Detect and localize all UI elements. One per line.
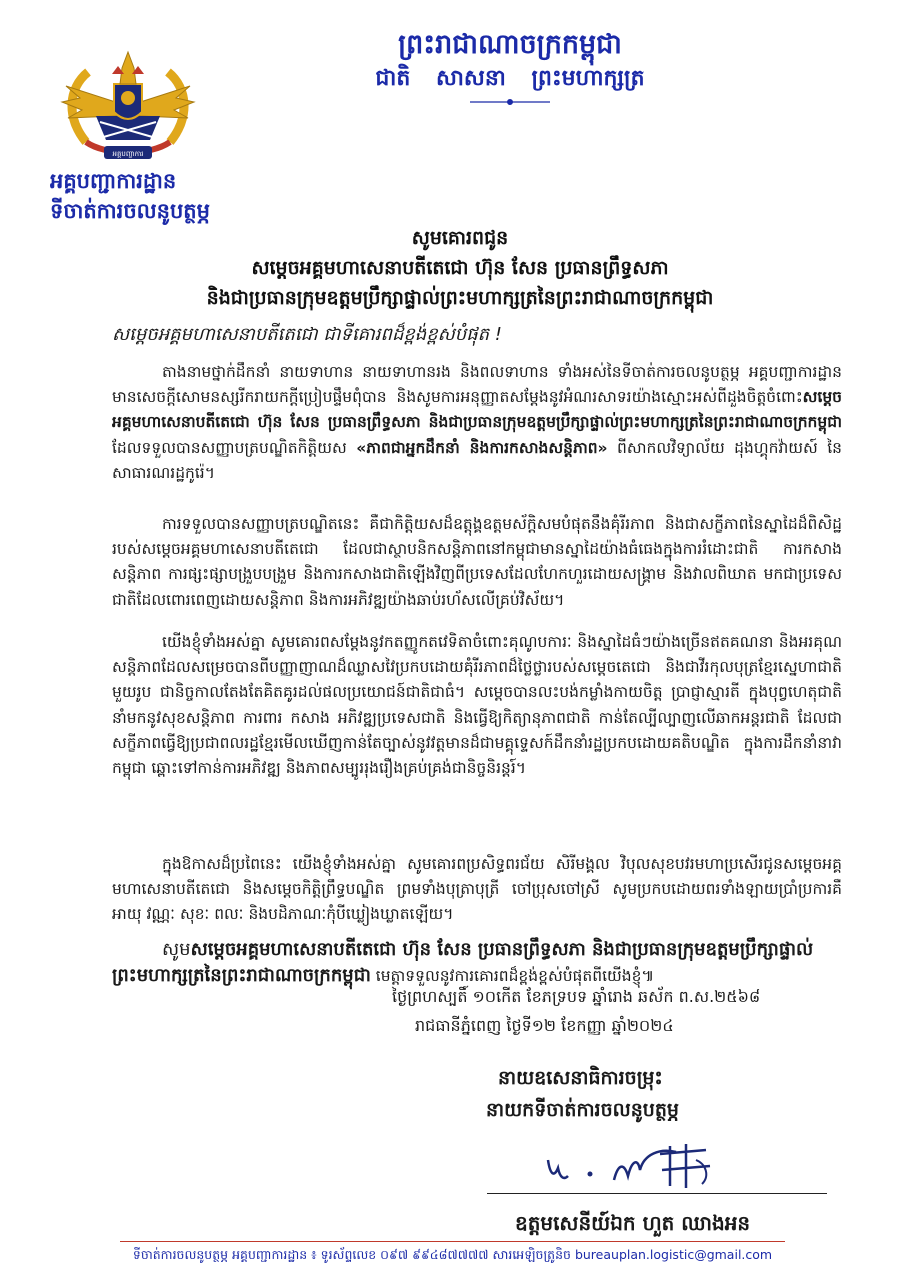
footer-divider — [120, 1241, 785, 1242]
solar-date: រាជធានីភ្នំពេញ ថ្ងៃទី១២ ខែកញ្ញា ឆ្នាំ២០២៤ — [415, 1016, 674, 1035]
closing-suffix: មេត្តាទទួលនូវការគោរពដ៏ខ្ពង់ខ្ពស់បំផុតពីយើងខ្ញុំ៕ — [370, 967, 655, 985]
emblem-crown — [112, 52, 144, 84]
paragraph-4 — [112, 852, 842, 928]
emblem-ribbon-text: អគ្គបញ្ជាការ — [112, 150, 144, 158]
paragraph-1 — [112, 360, 842, 486]
department-name: ទីចាត់ការចលនូបត្ថម្ភ — [50, 199, 210, 223]
paragraph-1-text-e: ពីសាកលវិទ្យាល័យ ដុងហ្គុកវ៉ាយស៍ នៃសាធារណរដ្ឋកូរ៉េ។ — [112, 438, 843, 482]
letter-addressee-greeting: សូមគោរពជូន — [411, 227, 509, 249]
paragraph-1-degree-title: «ភាពជាអ្នកដឹកនាំ និងការកសាងសន្តិភាព» — [356, 438, 608, 457]
signatory-title-2: នាយកទីចាត់ការចលនូបត្ថម្ភ — [486, 1099, 679, 1121]
closing-paragraph — [112, 937, 842, 989]
letter-addressee-name: សម្ដេចអគ្គមហាសេនាបតីតេជោ ហ៊ុន សែន ប្រធានព្រឹទ្ធសភា — [251, 257, 669, 279]
paragraph-1-honoree: សម្ដេចអគ្គមហាសេនាបតីតេជោ ហ៊ុន សែន ប្រធានព្រឹទ្ធសភា និងជាប្រធានក្រុមឧត្តមប្រឹក្សាផ្ទាល់ព្រះមហាក្សត្រនៃព្រះរាជាណាចក្រកម្ពុជា — [112, 388, 842, 432]
footer-contact: ទីចាត់ការចលនូបត្ថម្ភ អគ្គបញ្ជាការដ្ឋាន ៖ ទូរស័ព្ទលេខ ០៩៧ ៩៩៤៨៧៧៧៧ សារអេឡិចត្រូនិច bureauplan.logistic@gmail.com — [132, 1247, 773, 1262]
emblem-shield — [114, 84, 142, 119]
paragraph-4-text: ក្នុងឱកាសដ៏ប្រពៃនេះ យើងខ្ញុំទាំងអស់គ្នា សូមគោរពប្រសិទ្ធពរជ័យ សិរីមង្គល វិបុលសុខបវរមហាប្រសើរជូនសម្ដេចអគ្គមហាសេនាបតីតេជោ និងសម្ដេចកិត្តិព្រឹទ្ធបណ្ឌិត ព្រមទាំងបុត្រាបុត្រី ចៅប្រុសចៅស្រី សូមប្រកបដោយពរទាំងឡាយប្រាំប្រការគឺ អាយុ វណ្ណៈ សុខៈ ពលៈ និងបដិភាណៈកុំបីឃ្លៀងឃ្លាតឡើយ។ — [112, 855, 842, 924]
paragraph-3 — [112, 630, 842, 781]
salutation: សម្ដេចអគ្គមហាសេនាបតីតេជោ ជាទីគោរពដ៏ខ្ពង់ខ្ពស់បំផុត ! — [112, 324, 502, 345]
signature-line — [487, 1193, 827, 1194]
signatory-title-1: នាយឧសេនាធិការចម្រុះ — [498, 1067, 663, 1089]
kingdom-title: ព្រះរាជាណាចក្រកម្ពុជា — [398, 29, 622, 60]
paragraph-2 — [112, 512, 842, 613]
letter-addressee-title: និងជាប្រធានក្រុមឧត្តមប្រឹក្សាផ្ទាល់ព្រះមហាក្សត្រនៃព្រះរាជាណាចក្រកម្ពុជា — [206, 287, 714, 309]
paragraph-1-text-c: ដែលទទួលបានសញ្ញាបត្របណ្ឌិតកិត្តិយស — [112, 438, 357, 457]
closing-prefix: សូម — [162, 939, 191, 960]
paragraph-1-text-a: តាងនាមថ្នាក់ដឹកនាំ នាយទាហាន នាយទាហានរង និងពលទាហាន ទាំងអស់នៃទីចាត់ការចលនូបត្ថម្ភ អគ្គបញ្ជាការដ្ឋាន មានសេចក្ដីសោមនស្សរីករាយកក្ដីប្រៀបផ្ទឹមពុំបាន និងសូមការអនុញ្ញាតសម្ដែងនូវអំណរសាទរយ៉ាងស្មោះអស់ពីដួងចិត្តចំពោះ — [112, 363, 842, 407]
paragraph-2-text: ការទទួលបានសញ្ញាបត្របណ្ឌិតនេះ គឺជាកិត្តិយសដ៏ឧត្តុង្គឧត្តមស័ក្ដិសមបំផុតនឹងគុំរីរភាព និងជាសក្ខីភាពនៃស្នាដៃដ៏ពិសិដ្ឋរបស់សម្ដេចអគ្គមហាសេនាបតីតេជោ ដែលជាស្ថាបនិកសន្តិភាពនៅកម្ពុជាមានស្នាដៃយ៉ាងធំធេងក្នុងការរំដោះជាតិ ការកសាងសន្តិភាព ការផ្សះផ្សាបង្រួបបង្រួម និងការកសាងជាតិឡើងវិញពីប្រទេសដែលហែកហួរដោយសង្គ្រាម និងវាលពិឃាត មកជាប្រទេសជាតិដែលពោរពេញដោយសន្តិភាព និងការអភិវឌ្ឍយ៉ាងឆាប់រហ័សលើគ្រប់វិស័យ។ — [112, 515, 842, 609]
paragraph-3-text: យើងខ្ញុំទាំងអស់គ្នា សូមគោរពសម្ដែងនូវកតញ្ញូកតវេទិតាចំពោះគុណូបការៈ និងស្នាដៃធំៗយ៉ាងច្រើនឥតគណនា និងអរគុណសន្តិភាពដែលសម្រេចបានពីបញ្ញាញាណដ៏ឈ្លាសវៃប្រកបដោយគុំរីរភាពដ៏ថ្លៃថ្លារបស់សម្ដេចតេជោ និងជាវីរកុលបុត្រខ្មែរស្នេហាជាតិមួយរូប ជានិច្ចកាលតែងតែគិតគូរដល់ផលប្រយោជន៍ជាតិជាធំ។ សម្ដេចបានលះបង់កម្លាំងកាយចិត្ត ប្រាជ្ញាស្មារតី ក្នុងបុព្វហេតុជាតិ នាំមកនូវសុខសន្តិភាព ការពារ កសាង អភិវឌ្ឍប្រទេសជាតិ និងធ្វើឱ្យកិត្យានុភាពជាតិ កាន់តែល្បីល្បាញលើឆាកអន្តរជាតិ ដែលជាសក្ខីភាពធ្វើឱ្យប្រជាពលរដ្ឋខ្មែរមើលឃើញកាន់តែច្បាស់នូវវត្តមានដ៏ជាមគ្គុទ្ទេសក៍ដឹកនាំរដ្ឋប្រកបដោយគតិបណ្ឌិត ក្នុងការដឹកនាំនាវាកម្ពុជា ឆ្ពោះទៅកាន់ការអភិវឌ្ឍ និងភាពសម្បូររុងរឿងគ្រប់គ្រង់ជានិច្ចនិរន្តរ៍។ — [112, 633, 842, 778]
motto-ornament-divider — [470, 96, 550, 108]
lunar-date: ថ្ងៃព្រហស្បតិ៍ ១០កើត ខែភទ្របទ ឆ្នាំរោង ឆស័ក ព.ស.២៥៦៨ — [392, 987, 761, 1006]
signatory-name: ឧត្តមសេនីយ៍ឯក ហួត ឈាងអន — [515, 1211, 751, 1235]
ministry-emblem — [58, 46, 198, 164]
organization-name: អគ្គបញ្ជាការដ្ឋាន — [50, 169, 177, 193]
national-motto: ជាតិ សាសនា ព្រះមហាក្សត្រ — [375, 66, 645, 91]
handwritten-signature — [520, 1130, 730, 1200]
closing-honoree: សម្ដេចអគ្គមហាសេនាបតីតេជោ ហ៊ុន សែន ប្រធានព្រឹទ្ធសភា និងជាប្រធានក្រុមឧត្តមប្រឹក្សាផ្ទាល់ព្រះមហាក្សត្រនៃព្រះរាជាណាចក្រកម្ពុជា — [112, 939, 814, 986]
